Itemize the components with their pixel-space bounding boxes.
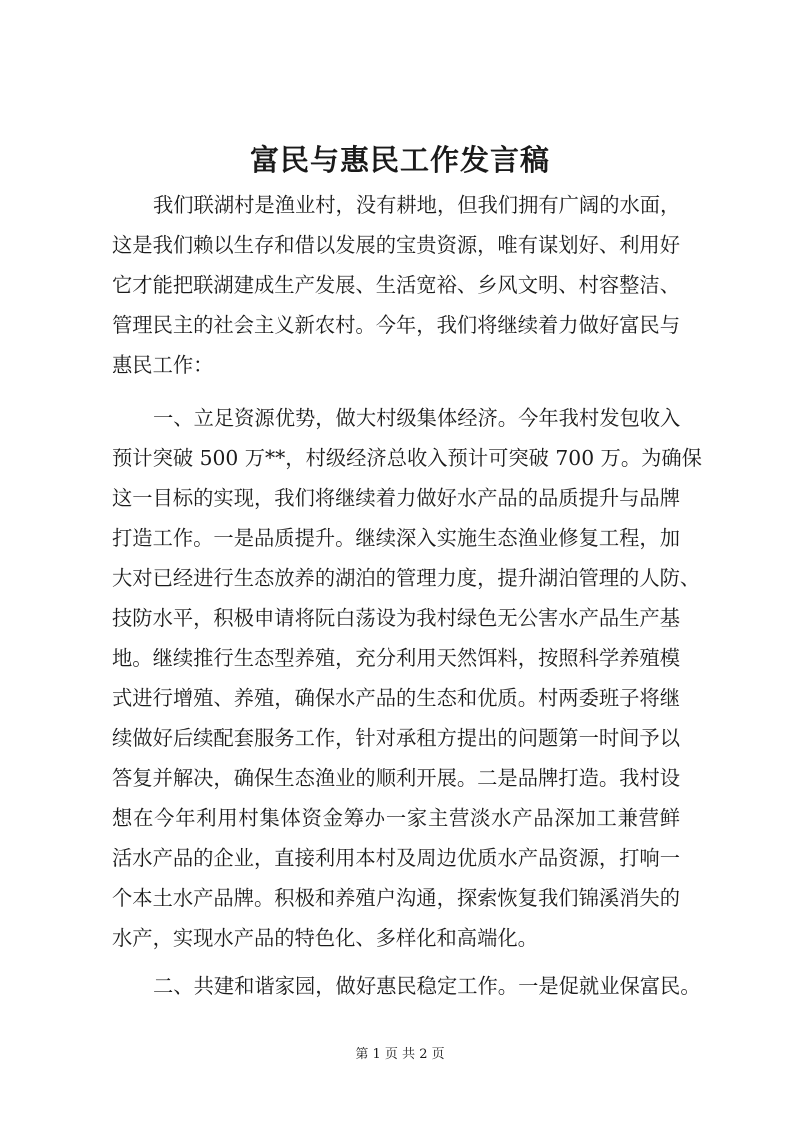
text-line: 管理民主的社会主义新农村。今年，我们将继续着力做好富民与	[112, 313, 680, 337]
text-line: 一、立足资源优势，做大村级集体经济。今年我村发包收入	[153, 406, 681, 430]
text-line: 它才能把联湖建成生产发展、生活宽裕、乡风文明、村容整洁、	[112, 273, 680, 297]
text-line: 打造工作。一是品质提升。继续深入实施生态渔业修复工程，加	[112, 526, 680, 550]
text-line: 式进行增殖、养殖，确保水产品的生态和优质。村两委班子将继	[112, 686, 680, 710]
text-line: 地。继续推行生态型养殖，充分利用天然饵料，按照科学养殖模	[112, 646, 680, 670]
text-line: 技防水平，积极申请将阮白荡设为我村绿色无公害水产品生产基	[112, 606, 680, 630]
document-body	[112, 185, 702, 1006]
text-line: 大对已经进行生态放养的湖泊的管理力度，提升湖泊管理的人防、	[112, 566, 701, 590]
text-line: 个本土水产品牌。积极和养殖户沟通，探索恢复我们锦溪消失的	[112, 886, 680, 910]
text-line: 预计突破 500 万**，村级经济总收入预计可突破 700 万。为确保	[112, 446, 702, 470]
text-line: 水产，实现水产品的特色化、多样化和高端化。	[112, 926, 538, 950]
paragraph-section-one	[112, 398, 702, 958]
text-line: 答复并解决，确保生态渔业的顺利开展。二是品牌打造。我村设	[112, 766, 680, 790]
text-line: 这是我们赖以生存和借以发展的宝贵资源，唯有谋划好、利用好	[112, 233, 680, 257]
document-title: 富民与惠民工作发言稿	[249, 143, 550, 177]
text-line: 活水产品的企业，直接利用本村及周边优质水产品资源，打响一	[112, 846, 680, 870]
text-line: 二、共建和谐家园，做好惠民稳定工作。一是促就业保富民。	[153, 974, 701, 998]
text-line: 这一目标的实现，我们将继续着力做好水产品的品质提升与品牌	[112, 486, 680, 510]
text-line: 惠民工作：	[112, 353, 214, 377]
paragraph-section-two	[112, 966, 701, 1006]
text-line: 想在今年利用村集体资金筹办一家主营淡水产品深加工兼营鲜	[112, 806, 680, 830]
text-line: 续做好后续配套服务工作，针对承租方提出的问题第一时间予以	[112, 726, 680, 750]
page-number-footer: 第 1 页 共 2 页	[355, 1047, 445, 1062]
text-line: 我们联湖村是渔业村，没有耕地，但我们拥有广阔的水面，	[153, 193, 681, 217]
paragraph-intro	[112, 185, 680, 385]
